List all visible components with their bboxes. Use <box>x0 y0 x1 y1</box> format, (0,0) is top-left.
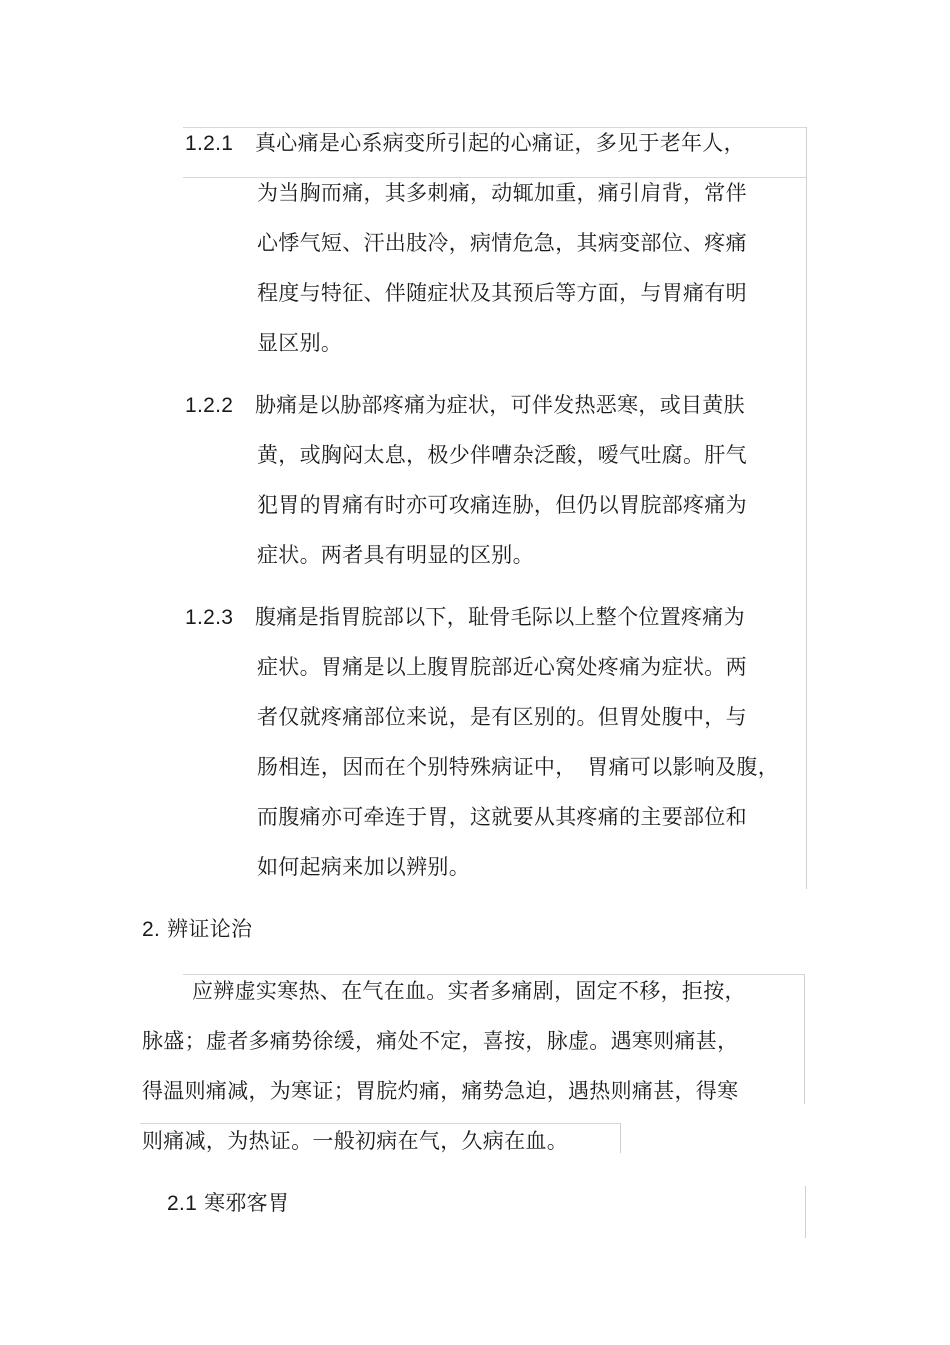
section-1-2-2-line-1 <box>185 390 745 421</box>
section-1-2-3-line: 者仅就疼痛部位来说，是有区别的。但胃处腹中，与 <box>257 705 747 729</box>
paragraph-line: 得温则痛减，为寒证；胃脘灼痛，痛势急迫，遇热则痛甚，得寒 <box>142 1079 739 1103</box>
section-1-2-3-line: 症状。胃痛是以上腹胃脘部近心窝处疼痛为症状。两 <box>257 655 747 679</box>
section-1-2-3-line: 如何起病来加以辨别。 <box>257 855 470 879</box>
scan-rule <box>183 974 805 975</box>
section-number: 1.2.2 <box>185 394 234 417</box>
paragraph-line: 应辨虚实寒热、在气在血。实者多痛剧，固定不移，拒按， <box>192 979 746 1003</box>
heading-number: 2. <box>142 918 161 941</box>
section-1-2-2-line: 黄，或胸闷太息，极少伴嘈杂泛酸，嗳气吐腐。肝气 <box>257 443 747 467</box>
section-1-2-2-line: 症状。两者具有明显的区别。 <box>257 543 534 567</box>
scan-rule <box>806 127 807 889</box>
section-1-2-2-line: 犯胃的胃痛有时亦可攻痛连胁，但仍以胃脘部疼痛为 <box>257 493 747 517</box>
scan-rule <box>805 1186 806 1238</box>
section-1-2-1-line-1 <box>185 128 745 159</box>
heading-title: 辨证论治 <box>167 917 253 941</box>
section-1-2-3-line-1 <box>185 602 745 633</box>
section-number: 1.2.3 <box>185 606 234 629</box>
section-1-2-1-line: 为当胸而痛，其多刺痛，动辄加重，痛引肩背，常伴 <box>257 181 747 205</box>
section-number: 1.2.1 <box>185 132 234 155</box>
section-1-2-1-line: 心悸气短、汗出肢冷，病情危急，其病变部位、疼痛 <box>257 231 747 255</box>
paragraph-line: 脉盛；虚者多痛势徐缓，痛处不定，喜按，脉虚。遇寒则痛甚， <box>142 1029 739 1053</box>
heading-2-1 <box>167 1188 289 1219</box>
section-1-2-1-line: 显区别。 <box>257 331 343 355</box>
scan-rule <box>140 1123 620 1124</box>
section-text: 胁痛是以胁部疼痛为症状，可伴发热恶寒，或目黄肤 <box>255 393 745 417</box>
heading-title: 寒邪客胃 <box>204 1191 290 1215</box>
section-text: 真心痛是心系病变所引起的心痛证，多见于老年人， <box>255 131 745 155</box>
scan-rule <box>620 1123 621 1153</box>
scan-rule <box>804 974 805 1104</box>
section-1-2-1-line: 程度与特征、伴随症状及其预后等方面，与胃痛有明 <box>257 281 747 305</box>
paragraph-line: 则痛减，为热证。一般初病在气，久病在血。 <box>142 1129 568 1153</box>
section-1-2-3-line: 而腹痛亦可牵连于胃，这就要从其疼痛的主要部位和 <box>257 805 747 829</box>
section-1-2-3-line: 肠相连，因而在个别特殊病证中， 胃痛可以影响及腹， <box>257 755 779 779</box>
heading-2 <box>142 914 252 945</box>
heading-number: 2.1 <box>167 1192 198 1215</box>
section-text: 腹痛是指胃脘部以下，耻骨毛际以上整个位置疼痛为 <box>255 605 745 629</box>
